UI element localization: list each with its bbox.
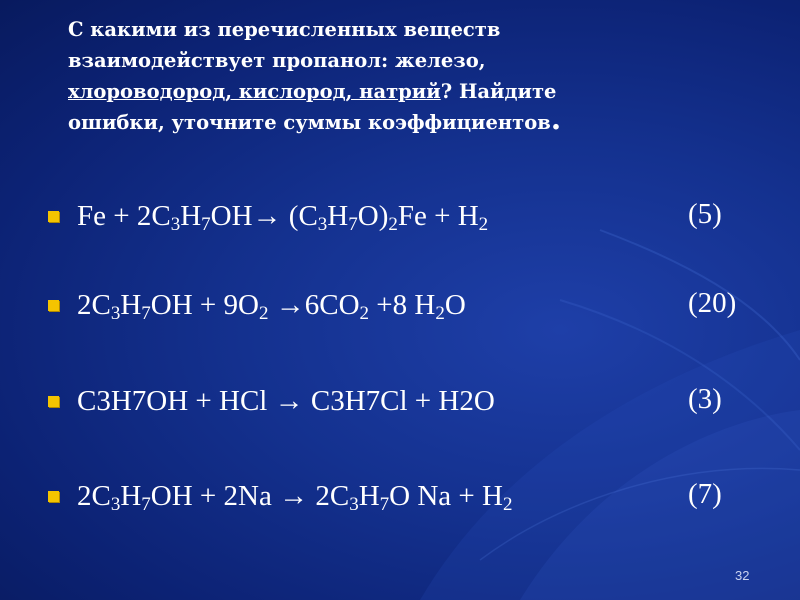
equation-text: C3H7OH + HCl → C3H7Cl + H2O	[77, 384, 495, 417]
bullet-icon	[48, 396, 59, 407]
equation-row	[48, 476, 768, 516]
bullet-icon	[48, 300, 59, 311]
title-text-part2: ? Найдите ошибки, уточните суммы коэффициентов	[68, 80, 557, 134]
equation-row	[48, 381, 768, 421]
title-underlined-text: хлороводород, кислород, натрий	[68, 80, 441, 103]
title-dot: .	[550, 102, 562, 137]
equation-text: $2C_3H_7OH + 9O_2 \to 6CO_2 +8$ $H_2O$	[77, 288, 466, 324]
equation-text: $Fe + 2C_3H_7OH\to (C_3H_7O)_2Fe + H_2$	[77, 199, 489, 235]
bullet-icon	[48, 491, 59, 502]
title-text-part1: С какими из перечисленных веществ взаимодействует пропанол: железо,	[68, 18, 501, 72]
coefficient-sum: (5)	[688, 198, 722, 230]
equation-row	[48, 285, 768, 325]
slide-title	[68, 14, 628, 138]
coefficient-sum: (20)	[688, 287, 737, 319]
coefficient-sum: (3)	[688, 383, 722, 415]
bullet-icon	[48, 211, 59, 222]
equation-text: $2C_3H_7OH + 2Na \to 2C_3H_7O$ $Na + H_2$	[77, 479, 513, 515]
equation-row	[48, 196, 768, 236]
page-number: 32	[735, 568, 750, 583]
coefficient-sum: (7)	[688, 478, 722, 510]
